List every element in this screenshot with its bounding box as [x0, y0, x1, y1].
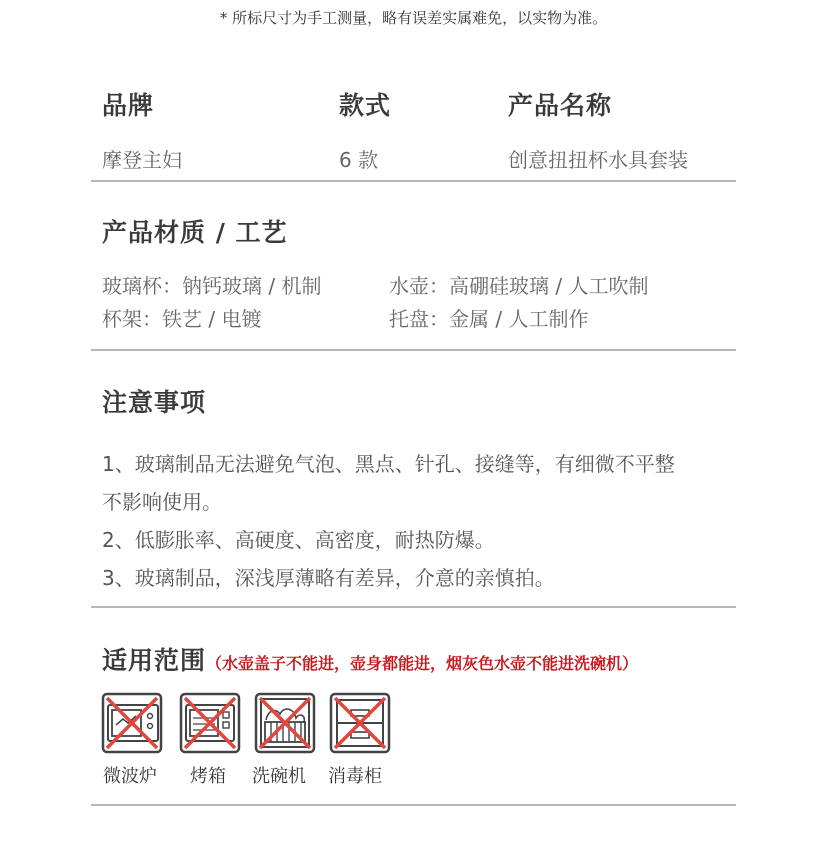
notice-line: 不影响使用。: [102, 490, 222, 514]
material-item: 托盘：金属 / 人工制作: [389, 307, 589, 331]
notice-heading: 注意事项: [102, 388, 207, 417]
appliance-label: 洗碗机: [252, 766, 306, 787]
appliance-label: 消毒柜: [328, 766, 382, 787]
style-value: 6 款: [339, 148, 379, 172]
material-heading: 产品材质 / 工艺: [102, 218, 288, 247]
section-divider: [91, 180, 736, 182]
section-divider: [91, 349, 736, 351]
material-item: 玻璃杯：钠钙玻璃 / 机制: [102, 274, 322, 298]
section-divider: [91, 606, 736, 608]
brand-value: 摩登主妇: [102, 148, 182, 172]
section-divider: [91, 804, 736, 806]
usage-heading-row: [102, 641, 638, 677]
material-item: 杯架：铁艺 / 电镀: [102, 307, 262, 331]
material-item: 水壶：高硼硅玻璃 / 人工吹制: [389, 274, 649, 298]
microwave-icon: [101, 692, 163, 754]
notice-line: 2、低膨胀率、高硬度、高密度，耐热防爆。: [102, 528, 495, 552]
notice-line: 1、玻璃制品无法避免气泡、黑点、针孔、接缝等，有细微不平整: [102, 452, 675, 476]
notice-line: 3、玻璃制品，深浅厚薄略有差异，介意的亲慎拍。: [102, 566, 555, 590]
appliance-label: 微波炉: [103, 766, 157, 787]
oven-icon: [179, 692, 241, 754]
dishwasher-warning: （水壶盖子不能进，壶身都能进，烟灰色水壶不能进洗碗机）: [206, 654, 639, 673]
product-name-heading: 产品名称: [508, 91, 613, 120]
style-heading: 款式: [339, 91, 392, 120]
product-name-value: 创意扭扭杯水具套装: [508, 148, 688, 172]
dishwasher-icon: [254, 692, 316, 754]
appliance-label: 烤箱: [190, 766, 226, 787]
brand-heading: 品牌: [102, 91, 155, 120]
measurement-note: * 所标尺寸为手工测量，略有误差实属难免，以实物为准。: [219, 9, 608, 27]
sterilizer-cabinet-icon: [329, 692, 391, 754]
usage-heading: 适用范围: [102, 646, 207, 675]
